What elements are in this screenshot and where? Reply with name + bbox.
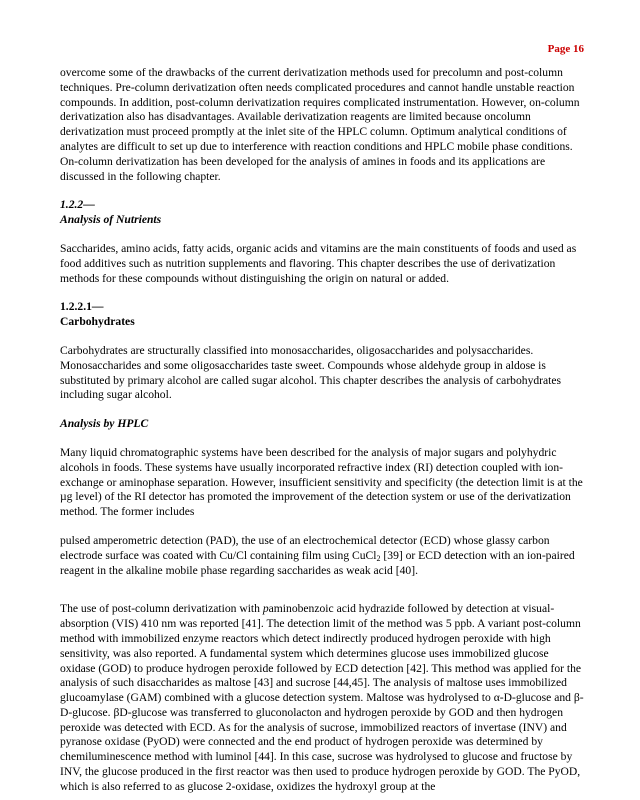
paragraph-post-column-derivatization xyxy=(60,602,586,794)
paragraph-derivatization-drawbacks: overcome some of the drawbacks of the current derivatization methods used for precolumn and post-column techniques. Pre-column derivatization often needs complicated procedures and cannot handle unstable reaction compounds. In addition, post-column derivatization requires complicated instrumentation. However, on-column derivatization also has disadvantages. Available derivatization reagents are limited because oncolumn derivatization must proceed promptly at the inlet site of the HPLC column. Optimum analytical conditions of analytes are difficult to set up due to interference with reaction conditions and HPLC mobile phase conditions. On-column derivatization has been developed for the analysis of amines in foods and its applications are discussed in the following chapter. xyxy=(60,66,580,183)
section-heading-1-2-2 xyxy=(60,198,586,228)
page-content xyxy=(60,66,586,795)
subscript: 2 xyxy=(376,553,381,563)
italic-run: p xyxy=(262,602,269,616)
text-run: The use of post-column derivatization with xyxy=(60,602,263,616)
text-run: aminobenzoic acid hydrazide followed by detection at visual-absorption (VIS) 410 nm was reported [41]. The detection limit of the method was 5 ppb. A variant post-column method with immobilized enzyme reactors which detect indirectly produced hydrogen peroxide with high sensitivity, was also reported. A fundamental system which determines glucose uses immobilized glucose oxidase (GOD) to produce hydrogen peroxide followed by ECD detection [42]. This method was applied for the analysis of such disaccharides as maltose [43] and sucrose [44,45]. The analysis of maltose uses immobilized glucoamylase (GAM) combined with a glucose detection system. Maltose was hydrolysed to α-D-glucose and β-D-glucose. βD-glucose was transferred to gluconolacton and hydrogen peroxide by GOD and then hydrogen peroxide was detected with ECD. As for the analysis of sucrose, immobilized reactors of invertase (INV) and pyranose oxidase (PyOD) were connected and the end product of hydrogen peroxide was determined by chemiluminescence method with luminol [44]. In this case, sucrose was hydrolysed to glucose and fructose by INV, the glucose produced in the first reactor was then used to produce hydrogen peroxide by GOD. The PyOD, which is also referred to as glucose 2-oxidase, oxidizes the hydroxyl group at the xyxy=(60,602,584,793)
text-run: [39] or ECD detection with an ion-paired reagent in the alkaline mobile phase regarding saccharides as weak acid [40]. xyxy=(60,548,575,577)
paragraph-nutrients: Saccharides, amino acids, fatty acids, organic acids and vitamins are the main constituents of foods and used as food additives such as nutrition supplements and flavoring. This chapter describes the use of derivatization methods for these compounds without distinguishing the origin on natural or added. xyxy=(60,241,577,285)
subheading-analysis-by-hplc: Analysis by HPLC xyxy=(60,417,149,431)
section-heading-1-2-2-1 xyxy=(60,300,586,330)
section-number: 1.2.2.1— xyxy=(60,300,104,314)
section-number: 1.2.2— xyxy=(60,198,95,212)
section-title: Carbohydrates xyxy=(60,315,135,329)
page-number: Page 16 xyxy=(547,43,584,55)
section-title: Analysis of Nutrients xyxy=(60,213,162,227)
paragraph-liquid-chromatography: Many liquid chromatographic systems have been described for the analysis of major sugars and polyhydric alcohols in foods. These systems have usually incorporated refractive index (RI) detection coupled with ion-exchange or aminophase separation. However, insufficient sensitivity and specificity (the detection limit is at the µg level) of the RI detector has promoted the improvement of the detection system or use of the derivatization method. The former includes xyxy=(60,445,583,519)
paragraph-detection-methods xyxy=(60,534,586,578)
paragraph-carbohydrates: Carbohydrates are structurally classified into monosaccharides, oligosaccharides and polysaccharides. Monosaccharides and some oligosaccharides taste sweet. Compounds whose aldehyde group in aldose is substituted by primary alcohol are called sugar alcohol. This chapter describes the analysis of carbohydrates including sugar alcohol. xyxy=(60,343,562,402)
text-run: pulsed amperometric detection (PAD), the use of an electrochemical detector (ECD) whose glassy carbon electrode surface was coated with Cu/Cl containing film using CuCl xyxy=(60,533,550,562)
